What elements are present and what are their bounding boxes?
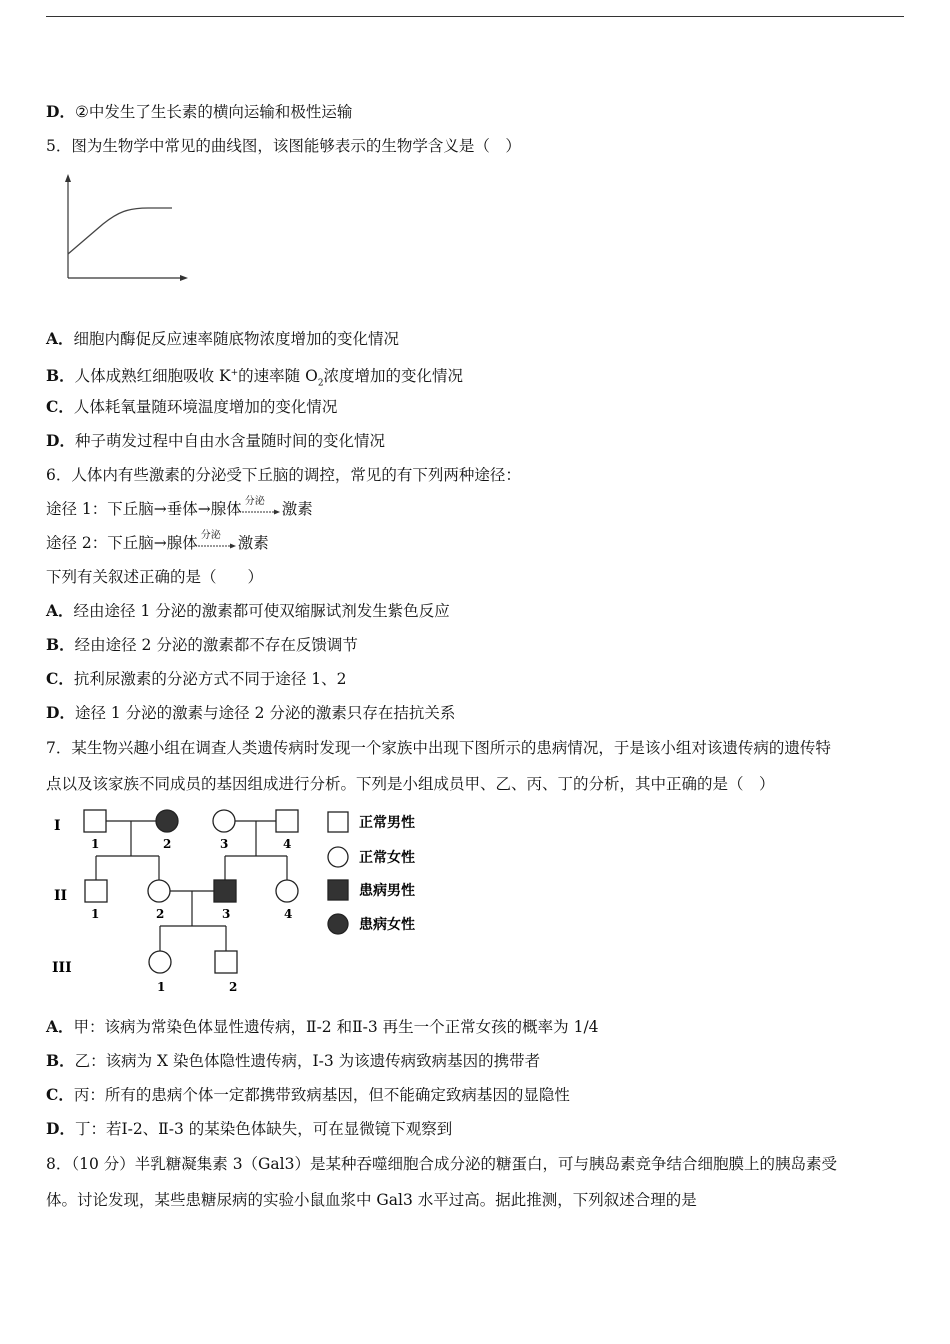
legend-normal-female-label: 正常女性 bbox=[359, 850, 415, 866]
legend-normal-male-label: 正常男性 bbox=[359, 815, 415, 831]
q7-option-c: C．丙：所有的患病个体一定都携带致病基因，但不能确定致病基因的显隐性 bbox=[46, 1085, 570, 1104]
legend-affected-male-icon bbox=[328, 880, 348, 900]
pedigree-chart bbox=[46, 800, 446, 1000]
legend-affected-female-icon bbox=[328, 914, 348, 934]
q7-stem-line-1: 7．某生物兴趣小组在调查人类遗传病时发现一个家族中出现下图所示的患病情况，于是该小组对该遗传病的遗传特 bbox=[46, 739, 831, 757]
q6-path-2: 途径 2：下丘脑→腺体 分泌 激素 bbox=[46, 530, 269, 552]
generation-label: III bbox=[52, 960, 72, 976]
q6-stem: 6．人体内有些激素的分泌受下丘脑的调控，常见的有下列两种途径： bbox=[46, 466, 521, 484]
q8-stem-line-1: 8．（10 分）半乳糖凝集素 3（Gal3）是某种吞噬细胞合成分泌的糖蛋白，可与胰岛素竞争结合细胞膜上的胰岛素受 bbox=[46, 1155, 837, 1173]
generation-label: II bbox=[54, 888, 68, 904]
q5-curve-graph bbox=[58, 172, 190, 284]
normal-female-III1 bbox=[149, 951, 171, 973]
q5-option-b: B．人体成熟红细胞吸收 K+的速率随 $O_2$浓度增加的变化情况 bbox=[46, 366, 464, 389]
q5-stem: 5．图为生物学中常见的曲线图，该图能够表示的生物学含义是（ ） bbox=[46, 137, 521, 155]
legend-affected-female-label: 患病女性 bbox=[359, 917, 415, 933]
legend-normal-female-icon bbox=[328, 847, 348, 867]
legend-normal-male-icon bbox=[328, 812, 348, 832]
normal-male-II1 bbox=[85, 880, 107, 902]
q6-option-b: B．经由途径 2 分泌的激素都不存在反馈调节 bbox=[46, 635, 358, 654]
svg-text:1: 1 bbox=[91, 907, 100, 921]
normal-female-II2 bbox=[148, 880, 170, 902]
q7-option-d: D．丁：若Ⅰ-2、Ⅱ-3 的某染色体缺失，可在显微镜下观察到 bbox=[46, 1119, 453, 1138]
normal-male-III2 bbox=[215, 951, 237, 973]
svg-text:1: 1 bbox=[157, 980, 166, 994]
affected-male-II3 bbox=[214, 880, 236, 902]
svg-text:4: 4 bbox=[283, 837, 292, 851]
svg-text:4: 4 bbox=[284, 907, 293, 921]
secrete-arrow: 分泌 bbox=[242, 501, 282, 519]
q7-stem-line-2: 点以及该家族不同成员的基因组成进行分析。下列是小组成员甲、乙、丙、丁的分析，其中正确的是（ ） bbox=[46, 775, 775, 793]
q6-option-a: A．经由途径 1 分泌的激素都可使双缩脲试剂发生紫色反应 bbox=[46, 601, 450, 620]
q4-option-d: D．②中发生了生长素的横向运输和极性运输 bbox=[46, 102, 353, 121]
q5-option-d: D．种子萌发过程中自由水含量随时间的变化情况 bbox=[46, 431, 385, 450]
svg-text:1: 1 bbox=[91, 837, 100, 851]
svg-text:3: 3 bbox=[220, 837, 229, 851]
q5-option-a: A．细胞内酶促反应速率随底物浓度增加的变化情况 bbox=[46, 329, 400, 348]
q7-option-b: B．乙：该病为 X 染色体隐性遗传病，Ⅰ-3 为该遗传病致病基因的携带者 bbox=[46, 1051, 541, 1070]
svg-text:3: 3 bbox=[222, 907, 231, 921]
header-rule bbox=[46, 16, 904, 17]
q5-option-c: C．人体耗氧量随环境温度增加的变化情况 bbox=[46, 397, 338, 416]
svg-text:2: 2 bbox=[229, 980, 238, 994]
q8-stem-line-2: 体。讨论发现，某些患糖尿病的实验小鼠血浆中 Gal3 水平过高。据此推测，下列叙述合理的是 bbox=[46, 1191, 697, 1209]
svg-text:2: 2 bbox=[156, 907, 165, 921]
q7-option-a: A．甲：该病为常染色体显性遗传病，Ⅱ-2 和Ⅱ-3 再生一个正常女孩的概率为 1/4 bbox=[46, 1017, 599, 1036]
q6-option-d: D．途径 1 分泌的激素与途径 2 分泌的激素只存在拮抗关系 bbox=[46, 703, 456, 722]
secrete-arrow: 分泌 bbox=[198, 535, 238, 553]
affected-female-I2 bbox=[156, 810, 178, 832]
q6-question: 下列有关叙述正确的是（ ） bbox=[46, 568, 264, 586]
legend-affected-male-label: 患病男性 bbox=[359, 883, 415, 899]
q6-path-1: 途径 1：下丘脑→垂体→腺体 分泌 激素 bbox=[46, 496, 313, 518]
q6-option-c: C．抗利尿激素的分泌方式不同于途径 1、2 bbox=[46, 669, 347, 688]
svg-text:2: 2 bbox=[163, 837, 172, 851]
normal-female-I3 bbox=[213, 810, 235, 832]
normal-male-I1 bbox=[84, 810, 106, 832]
generation-label: I bbox=[54, 818, 61, 834]
normal-male-I4 bbox=[276, 810, 298, 832]
normal-female-II4 bbox=[276, 880, 298, 902]
